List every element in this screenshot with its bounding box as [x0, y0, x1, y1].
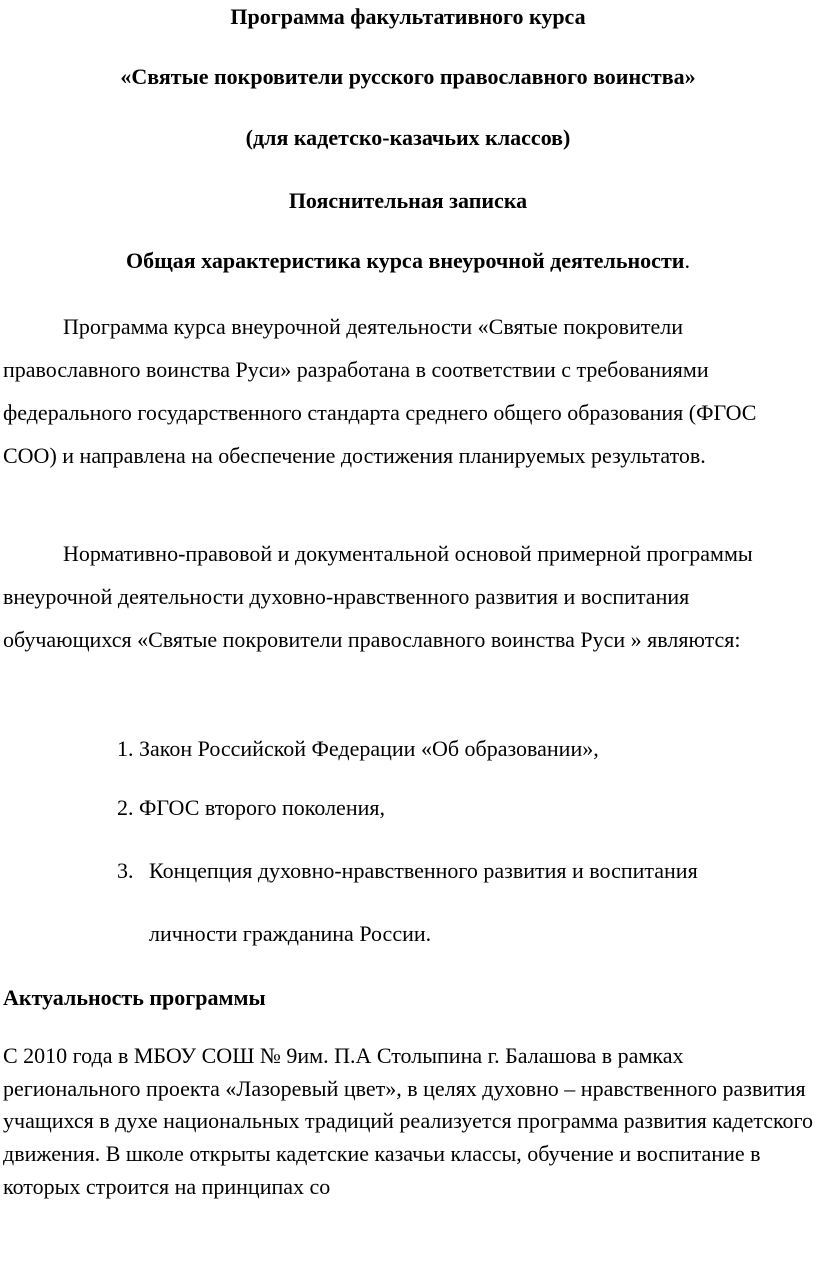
relevance-heading: Актуальность программы: [3, 985, 266, 1010]
course-characteristics-heading: [0, 247, 816, 275]
paragraph-relevance: С 2010 года в МБОУ СОШ № 9им. П.А Столыпина г. Балашова в рамках регионального проекта «Лазоревый цвет», в целях духовно – нравственного развития учащихся в духе национальных традиций реализуется программа развития кадетского движения. В школе открыты кадетские казачьи классы, обучение и воспитание в которых строится на принципах со: [3, 1043, 814, 1199]
list-item-concept-continuation: личности гражданина России.: [149, 921, 432, 946]
course-characteristics-text: Общая характеристика курса внеурочной деятельности: [126, 248, 685, 273]
program-title: Программа факультативного курса: [230, 4, 586, 29]
list-item-number: 3.: [117, 858, 134, 883]
paragraph-program-description: Программа курса внеурочной деятельности «Святые покровители православного воинства Руси» разработана в соответствии с требованиями федерального государственного стандарта среднего общего образования (ФГОС СОО) и направлена на обеспечение достижения планируемых результатов.: [3, 314, 757, 468]
explanatory-note-heading: Пояснительная записка: [288, 188, 528, 213]
list-item-concept-text: Концепция духовно-нравственного развития и воспитания: [149, 858, 698, 883]
paragraph-regulatory-basis: Нормативно-правовой и документальной основой примерной программы внеурочной деятельности духовно-нравственного развития и воспитания обучающихся «Святые покровители православного воинства Руси » являются:: [3, 541, 753, 652]
heading-period: .: [684, 248, 690, 273]
list-item-fgos: 2. ФГОС второго поколения,: [117, 795, 385, 820]
list-item-concept: [117, 857, 698, 885]
list-item-law: 1. Закон Российской Федерации «Об образовании»,: [117, 736, 599, 761]
course-name: «Святые покровители русского православного воинства»: [120, 64, 696, 89]
target-classes: (для кадетско-казачьих классов): [245, 125, 571, 150]
